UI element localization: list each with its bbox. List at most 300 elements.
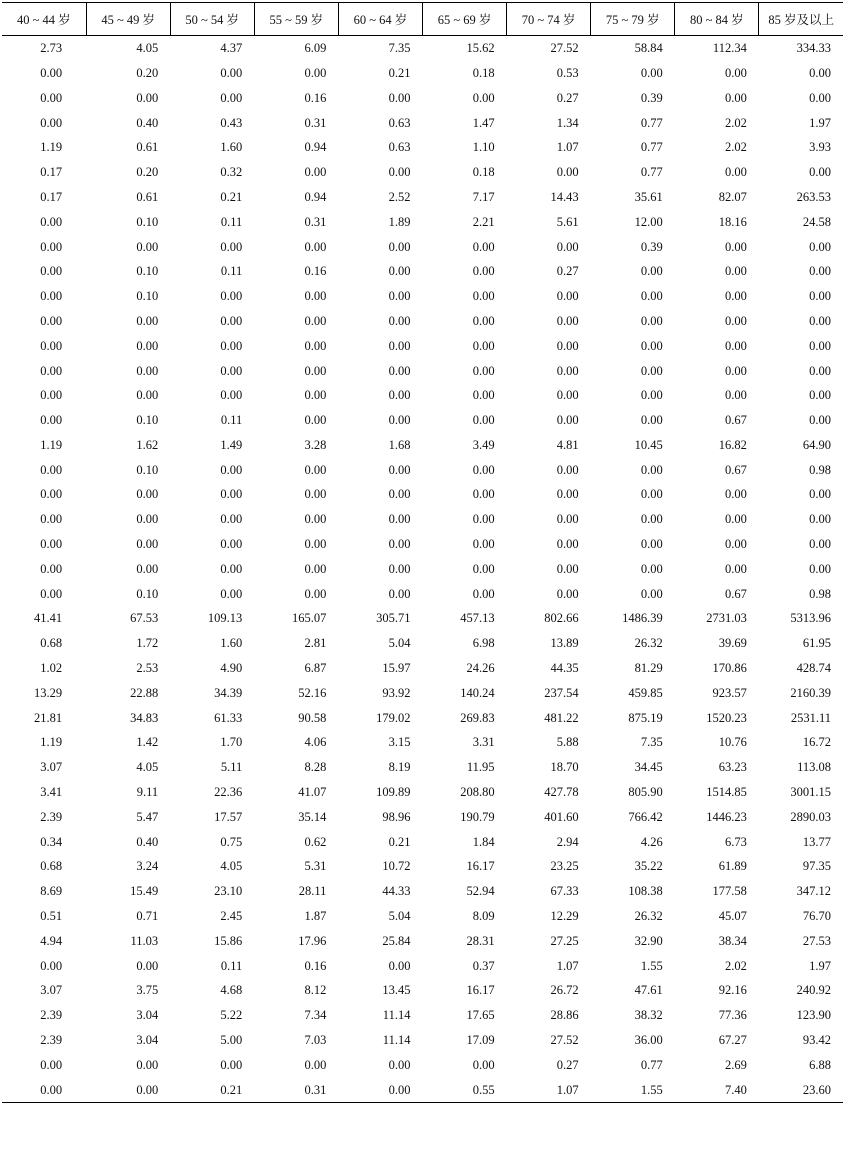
- table-cell: 0.00: [809, 512, 831, 527]
- table-cell: 0.00: [556, 561, 579, 576]
- table-cell: 5.22: [220, 1008, 243, 1023]
- table-cell: 3001.15: [790, 785, 831, 800]
- table-row: [2, 284, 843, 309]
- table-cell: 13.45: [382, 983, 411, 998]
- table-cell: 3.93: [809, 140, 831, 155]
- table-row: [2, 210, 843, 235]
- table-cell: 0.00: [724, 537, 747, 552]
- table-cell: 0.00: [40, 561, 63, 576]
- table-cell: 3.15: [388, 735, 411, 750]
- table-cell: 0.00: [809, 537, 831, 552]
- table-cell: 0.00: [304, 165, 327, 180]
- table-cell: 0.00: [220, 512, 243, 527]
- table-cell: 0.00: [640, 487, 663, 502]
- table-cell: 0.00: [40, 363, 63, 378]
- table-cell: 77.36: [718, 1008, 747, 1023]
- table-cell: 8.19: [388, 760, 411, 775]
- table-row: [2, 61, 843, 86]
- table-cell: 177.58: [712, 884, 747, 899]
- table-cell: 0.39: [640, 239, 663, 254]
- table-cell: 1.97: [809, 958, 831, 973]
- table-cell: 428.74: [796, 661, 831, 676]
- table-cell: 0.37: [472, 958, 495, 973]
- table-cell: 112.34: [712, 41, 747, 56]
- table-cell: 0.00: [556, 512, 579, 527]
- table-row: [2, 606, 843, 631]
- table-cell: 2.73: [40, 41, 63, 56]
- table-cell: 305.71: [376, 611, 411, 626]
- table-cell: 6.88: [809, 1057, 831, 1072]
- table-cell: 0.00: [136, 1057, 159, 1072]
- table-cell: 3.07: [40, 760, 63, 775]
- table-cell: 0.00: [2, 1077, 86, 1102]
- table-cell: 334.33: [796, 41, 831, 56]
- table-row: [2, 309, 843, 334]
- table-cell: 0.00: [220, 313, 243, 328]
- table-cell: 0.00: [40, 958, 63, 973]
- table-cell: 0.00: [40, 65, 63, 80]
- table-cell: 0.00: [472, 512, 495, 527]
- table-cell: 0.18: [472, 65, 495, 80]
- table-row: [2, 1003, 843, 1028]
- table-cell: 2160.39: [790, 685, 831, 700]
- table-cell: 3.28: [304, 437, 327, 452]
- column-header: 80 ~ 84 岁: [675, 3, 759, 36]
- table-cell: 0.00: [388, 313, 411, 328]
- table-cell: 0.17: [40, 189, 63, 204]
- table-cell: 0.00: [556, 462, 579, 477]
- table-cell: 0.00: [338, 1077, 422, 1102]
- table-cell: 23.10: [214, 884, 243, 899]
- table-cell: 7.34: [304, 1008, 327, 1023]
- table-cell: 0.00: [388, 239, 411, 254]
- table-cell: 0.00: [40, 487, 63, 502]
- table-cell: 0.00: [640, 462, 663, 477]
- table-cell: 4.90: [220, 661, 243, 676]
- table-cell: 0.00: [472, 313, 495, 328]
- table-cell: 0.00: [136, 90, 159, 105]
- table-cell: 35.61: [634, 189, 663, 204]
- table-cell: 109.89: [376, 785, 411, 800]
- table-cell: 0.00: [472, 338, 495, 353]
- table-cell: 0.00: [640, 512, 663, 527]
- table-cell: 44.33: [382, 884, 411, 899]
- table-cell: 0.67: [724, 413, 747, 428]
- table-cell: 0.00: [304, 537, 327, 552]
- table-cell: 8.69: [40, 884, 63, 899]
- table-cell: 47.61: [634, 983, 663, 998]
- table-cell: 0.00: [40, 462, 63, 477]
- table-cell: 0.00: [304, 1057, 327, 1072]
- table-cell: 17.57: [214, 809, 243, 824]
- table-cell: 2.81: [304, 636, 327, 651]
- table-cell: 0.00: [220, 561, 243, 576]
- column-header: 75 ~ 79 岁: [591, 3, 675, 36]
- table-cell: 26.32: [634, 909, 663, 924]
- table-row: [2, 532, 843, 557]
- table-row: [2, 36, 843, 61]
- table-row: [2, 805, 843, 830]
- table-cell: 0.00: [40, 313, 63, 328]
- table-cell: 10.45: [634, 437, 663, 452]
- table-cell: 0.00: [220, 338, 243, 353]
- table-cell: 0.00: [724, 65, 747, 80]
- table-cell: 6.98: [472, 636, 495, 651]
- table-cell: 0.00: [40, 537, 63, 552]
- table-cell: 0.10: [136, 214, 159, 229]
- table-cell: 41.41: [33, 611, 63, 626]
- table-cell: 0.00: [556, 586, 579, 601]
- table-cell: 1.10: [472, 140, 495, 155]
- table-cell: 11.14: [382, 1033, 411, 1048]
- table-cell: 0.00: [388, 586, 411, 601]
- table-cell: 82.07: [718, 189, 747, 204]
- table-cell: 347.12: [796, 884, 831, 899]
- table-cell: 17.96: [298, 933, 327, 948]
- table-cell: 269.83: [460, 710, 495, 725]
- table-cell: 0.34: [40, 834, 63, 849]
- table-row: [2, 656, 843, 681]
- table-row: [2, 408, 843, 433]
- table-cell: 0.00: [724, 512, 747, 527]
- table-cell: 0.77: [640, 165, 663, 180]
- table-cell: 4.06: [304, 735, 327, 750]
- table-cell: 0.00: [220, 537, 243, 552]
- table-cell: 0.00: [304, 462, 327, 477]
- table-cell: 190.79: [460, 809, 495, 824]
- table-cell: 0.00: [220, 289, 243, 304]
- table-cell: 32.90: [634, 933, 663, 948]
- table-cell: 17.09: [466, 1033, 495, 1048]
- table-cell: 0.00: [472, 1057, 495, 1072]
- table-cell: 0.75: [220, 834, 243, 849]
- table-cell: 1446.23: [706, 809, 747, 824]
- table-cell: 0.00: [809, 90, 831, 105]
- table-cell: 0.00: [304, 512, 327, 527]
- table-cell: 0.00: [304, 561, 327, 576]
- column-header: 85 岁及以上: [759, 3, 843, 36]
- table-cell: 0.61: [136, 189, 159, 204]
- table-cell: 0.00: [220, 462, 243, 477]
- table-row: [2, 185, 843, 210]
- table-cell: 0.00: [388, 363, 411, 378]
- column-header: 40 ~ 44 岁: [2, 3, 86, 36]
- table-row: [2, 1053, 843, 1078]
- table-cell: 0.94: [304, 189, 327, 204]
- table-cell: 0.00: [809, 413, 831, 428]
- table-cell: 0.00: [809, 338, 831, 353]
- table-cell: 0.39: [640, 90, 663, 105]
- table-cell: 179.02: [376, 710, 411, 725]
- table-cell: 16.72: [802, 735, 831, 750]
- table-cell: 0.00: [809, 363, 831, 378]
- table-cell: 0.00: [388, 289, 411, 304]
- table-cell: 10.72: [382, 859, 411, 874]
- table-row: [2, 383, 843, 408]
- table-cell: 12.29: [550, 909, 579, 924]
- table-cell: 0.00: [136, 487, 159, 502]
- table-cell: 0.31: [254, 1077, 338, 1102]
- table-cell: 8.12: [304, 983, 327, 998]
- table-row: [2, 1028, 843, 1053]
- table-cell: 766.42: [628, 809, 663, 824]
- table-cell: 0.00: [220, 65, 243, 80]
- table-cell: 0.00: [640, 289, 663, 304]
- table-row: [2, 953, 843, 978]
- table-cell: 0.00: [388, 338, 411, 353]
- table-cell: 1.84: [472, 834, 495, 849]
- table-cell: 52.16: [298, 685, 327, 700]
- table-cell: 0.00: [388, 388, 411, 403]
- table-cell: 14.43: [550, 189, 579, 204]
- table-cell: 2731.03: [706, 611, 747, 626]
- table-cell: 0.63: [388, 140, 411, 155]
- table-cell: 0.77: [640, 115, 663, 130]
- table-cell: 0.53: [556, 65, 579, 80]
- table-cell: 0.55: [422, 1077, 506, 1102]
- table-cell: 0.00: [388, 462, 411, 477]
- table-header: [2, 3, 843, 36]
- table-cell: 208.80: [460, 785, 495, 800]
- table-cell: 7.40: [675, 1077, 759, 1102]
- table-cell: 8.28: [304, 760, 327, 775]
- table-cell: 0.10: [136, 462, 159, 477]
- table-cell: 0.00: [220, 388, 243, 403]
- table-cell: 26.72: [550, 983, 579, 998]
- table-cell: 2.39: [40, 809, 63, 824]
- table-cell: 3.49: [472, 437, 495, 452]
- table-cell: 23.25: [550, 859, 579, 874]
- table-cell: 16.17: [466, 859, 495, 874]
- table-cell: 0.00: [40, 90, 63, 105]
- table-row: [2, 904, 843, 929]
- table-cell: 0.00: [724, 264, 747, 279]
- table-cell: 0.00: [472, 462, 495, 477]
- column-header: 70 ~ 74 岁: [507, 3, 591, 36]
- table-cell: 0.51: [40, 909, 63, 924]
- table-cell: 0.00: [556, 388, 579, 403]
- table-cell: 26.32: [634, 636, 663, 651]
- table-cell: 0.00: [640, 338, 663, 353]
- table-cell: 240.92: [796, 983, 831, 998]
- table-cell: 0.00: [724, 363, 747, 378]
- table-cell: 0.00: [809, 289, 831, 304]
- table-cell: 0.20: [136, 65, 159, 80]
- table-cell: 5.04: [388, 909, 411, 924]
- table-row: [2, 730, 843, 755]
- table-cell: 4.37: [220, 41, 243, 56]
- table-cell: 0.00: [388, 413, 411, 428]
- table-cell: 45.07: [718, 909, 747, 924]
- table-row: [2, 135, 843, 160]
- table-cell: 0.00: [304, 65, 327, 80]
- table-cell: 0.00: [724, 90, 747, 105]
- table-cell: 1.97: [809, 115, 831, 130]
- table-cell: 1.49: [220, 437, 243, 452]
- table-cell: 1.19: [40, 735, 63, 750]
- table-cell: 0.00: [809, 264, 831, 279]
- table-cell: 0.00: [220, 239, 243, 254]
- table-cell: 3.31: [472, 735, 495, 750]
- table-cell: 12.00: [634, 214, 663, 229]
- table-cell: 0.31: [304, 115, 327, 130]
- table-cell: 5.04: [388, 636, 411, 651]
- table-cell: 0.00: [304, 413, 327, 428]
- table-cell: 0.40: [136, 834, 159, 849]
- table-cell: 0.00: [40, 264, 63, 279]
- table-cell: 90.58: [298, 710, 327, 725]
- table-cell: 113.08: [797, 760, 831, 775]
- table-cell: 0.00: [136, 958, 159, 973]
- table-cell: 18.16: [718, 214, 747, 229]
- table-cell: 0.00: [724, 239, 747, 254]
- table-cell: 2.02: [724, 115, 747, 130]
- table-cell: 16.82: [718, 437, 747, 452]
- table-cell: 13.89: [550, 636, 579, 651]
- table-cell: 28.31: [466, 933, 495, 948]
- table-cell: 0.00: [304, 388, 327, 403]
- table-cell: 64.90: [802, 437, 831, 452]
- table-cell: 0.00: [40, 1057, 63, 1072]
- table-row: [2, 110, 843, 135]
- table-cell: 3.04: [136, 1008, 159, 1023]
- table-cell: 427.78: [544, 785, 579, 800]
- table-cell: 0.00: [304, 313, 327, 328]
- table-cell: 24.26: [466, 661, 495, 676]
- table-cell: 0.00: [472, 586, 495, 601]
- table-cell: 0.61: [136, 140, 159, 155]
- table-cell: 0.00: [388, 1057, 411, 1072]
- table-cell: 34.83: [130, 710, 159, 725]
- table-cell: 2.39: [40, 1033, 63, 1048]
- table-cell: 4.81: [556, 437, 579, 452]
- table-row: [2, 507, 843, 532]
- table-cell: 24.58: [802, 214, 831, 229]
- table-cell: 805.90: [628, 785, 663, 800]
- table-cell: 0.00: [724, 388, 747, 403]
- table-cell: 1.19: [40, 140, 63, 155]
- table-cell: 0.77: [640, 1057, 663, 1072]
- table-cell: 0.00: [40, 338, 63, 353]
- table-cell: 0.00: [388, 537, 411, 552]
- table-cell: 0.21: [220, 189, 243, 204]
- table-cell: 0.31: [304, 214, 327, 229]
- table-cell: 0.67: [724, 586, 747, 601]
- table-cell: 0.00: [220, 586, 243, 601]
- table-cell: 1.89: [388, 214, 411, 229]
- table-cell: 11.03: [130, 933, 159, 948]
- table-cell: 7.17: [472, 189, 495, 204]
- table-cell: 0.00: [472, 537, 495, 552]
- table-cell: 17.65: [466, 1008, 495, 1023]
- table-cell: 39.69: [718, 636, 747, 651]
- table-cell: 165.07: [292, 611, 327, 626]
- table-cell: 0.00: [40, 239, 63, 254]
- table-cell: 923.57: [712, 685, 747, 700]
- table-cell: 0.40: [136, 115, 159, 130]
- table-cell: 16.17: [466, 983, 495, 998]
- table-cell: 4.94: [40, 933, 63, 948]
- table-cell: 0.27: [556, 264, 579, 279]
- table-cell: 1.55: [640, 958, 663, 973]
- table-row: [2, 334, 843, 359]
- table-cell: 0.10: [136, 289, 159, 304]
- table-cell: 13.77: [802, 834, 831, 849]
- table-cell: 0.00: [809, 313, 831, 328]
- table-cell: 36.00: [634, 1033, 663, 1048]
- table-cell: 27.53: [802, 933, 831, 948]
- table-cell: 481.22: [544, 710, 579, 725]
- table-cell: 0.00: [388, 487, 411, 502]
- table-cell: 0.00: [640, 413, 663, 428]
- table-cell: 0.00: [40, 115, 63, 130]
- table-cell: 81.29: [634, 661, 663, 676]
- table-cell: 22.88: [130, 685, 159, 700]
- table-cell: 0.10: [136, 264, 159, 279]
- table-cell: 0.21: [388, 65, 411, 80]
- table-cell: 23.60: [759, 1077, 843, 1102]
- table-cell: 0.00: [388, 165, 411, 180]
- table-cell: 1.60: [220, 140, 243, 155]
- table-cell: 98.96: [382, 809, 411, 824]
- table-cell: 0.00: [724, 289, 747, 304]
- table-cell: 0.00: [556, 363, 579, 378]
- table-cell: 0.00: [388, 512, 411, 527]
- table-cell: 2.39: [40, 1008, 63, 1023]
- table-cell: 0.00: [724, 338, 747, 353]
- table-row: [2, 830, 843, 855]
- table-cell: 27.25: [550, 933, 579, 948]
- table-cell: 0.77: [640, 140, 663, 155]
- table-row: [2, 978, 843, 1003]
- table-cell: 123.90: [796, 1008, 831, 1023]
- table-cell: 2.45: [220, 909, 243, 924]
- table-cell: 34.39: [214, 685, 243, 700]
- table-cell: 0.00: [388, 561, 411, 576]
- table-cell: 0.00: [640, 313, 663, 328]
- table-cell: 38.34: [718, 933, 747, 948]
- table-cell: 0.62: [304, 834, 327, 849]
- table-cell: 0.00: [640, 586, 663, 601]
- table-cell: 7.35: [388, 41, 411, 56]
- table-cell: 0.00: [472, 487, 495, 502]
- table-cell: 5.11: [220, 760, 243, 775]
- table-cell: 0.00: [809, 561, 831, 576]
- table-cell: 4.05: [136, 760, 159, 775]
- table-cell: 8.09: [472, 909, 495, 924]
- table-cell: 0.21: [170, 1077, 254, 1102]
- table-cell: 0.00: [640, 264, 663, 279]
- table-cell: 0.00: [640, 363, 663, 378]
- table-cell: 3.04: [136, 1033, 159, 1048]
- table-cell: 2531.11: [790, 710, 831, 725]
- table-cell: 0.00: [136, 561, 159, 576]
- table-cell: 34.45: [634, 760, 663, 775]
- table-cell: 3.41: [40, 785, 63, 800]
- rates-table: [2, 2, 843, 1103]
- table-cell: 0.00: [472, 264, 495, 279]
- table-cell: 1.02: [40, 661, 63, 676]
- table-cell: 0.00: [40, 413, 63, 428]
- table-cell: 0.17: [40, 165, 63, 180]
- table-cell: 1.87: [304, 909, 327, 924]
- table-cell: 0.11: [220, 264, 243, 279]
- table-cell: 1.47: [472, 115, 495, 130]
- table-cell: 0.00: [724, 165, 747, 180]
- table-cell: 1486.39: [622, 611, 663, 626]
- table-cell: 1.07: [556, 958, 579, 973]
- table-cell: 0.00: [809, 388, 831, 403]
